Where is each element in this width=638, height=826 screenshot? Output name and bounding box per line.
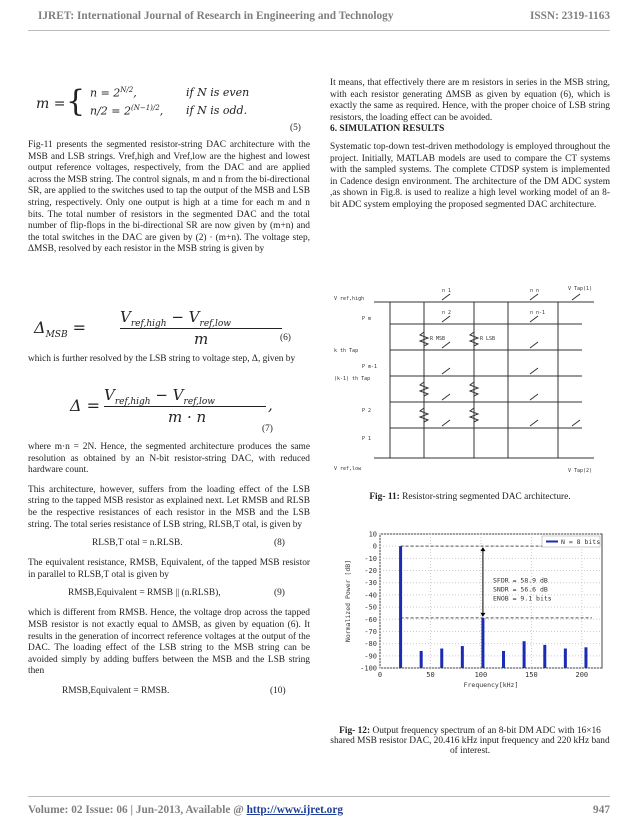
fig11-caption-text: Resistor-string segmented DAC architecture. <box>399 492 571 502</box>
eq5-line2-cond: if N is odd. <box>186 104 248 117</box>
spectrum-bar <box>399 546 402 668</box>
label-kth-tap: k th Tap <box>334 348 359 354</box>
spectrum-bar <box>481 618 484 668</box>
spectrum-bar <box>584 647 587 668</box>
fig12-caption-text: Output frequency spectrum of an 8-bit DM ADC with 16×16 shared MSB resistor DAC, 20.416 kHz input frequency and 220 kHz band of interest. <box>330 726 610 756</box>
right-column-text <box>330 78 610 212</box>
fig11-caption-label: Fig- 11: <box>369 492 400 502</box>
journal-title: IJRET: International Journal of Research in Engineering and Technology <box>38 10 394 22</box>
label-p2: P 2 <box>362 408 372 414</box>
eq6-numer-sub1: ref,high <box>130 319 167 329</box>
legend-label: N = 8 bits <box>561 538 601 546</box>
page-footer <box>28 804 610 816</box>
eq7-numer-v1: V <box>104 386 115 404</box>
section-heading: 6. SIMULATION RESULTS <box>330 124 445 135</box>
y-tick-label: -10 <box>364 554 377 563</box>
paragraph: This architecture, however, suffers from the loading effect of the LSB string to the tapped MSB resistor as explained next. Let RMSB and RLSB be the respective resistances of each resistor in the MSB and the LSB string. The total series resistance of LSB string, RLSB,T otal, is given by <box>28 484 310 530</box>
figure-11-caption <box>330 492 610 502</box>
equation-5: m = { $n = 2^{N/2}$, if N is even $n/2 = 2^{(N-1)/2}$, if N is odd. <box>36 84 250 119</box>
eq5-line1-cond: if N is even <box>186 86 250 99</box>
x-tick-label: 50 <box>426 671 435 679</box>
eq5-brace: { <box>66 84 86 119</box>
eq5-line1-exp: N/2 <box>120 86 134 94</box>
eq7-numer-sub1: ref,high <box>114 397 151 407</box>
figure-12-chart <box>340 526 610 692</box>
eq6-numer-sub2: ref,low <box>199 319 232 329</box>
equation-7: Δ = $V_{ref,high} - V_{ref,low}$ m · n , <box>70 386 273 426</box>
label-nn: n n <box>530 288 540 294</box>
paragraph: where m·n = 2N. Hence, the segmented architecture produces the same resolution as obtained by an N-bit resistor-string DAC, with reduced hardware count. <box>28 442 310 476</box>
y-tick-label: 10 <box>368 530 377 539</box>
footer-rule <box>28 796 610 797</box>
equation-9 <box>28 588 310 602</box>
label-nn1: n n-1 <box>530 310 546 316</box>
paragraph: which is further resolved by the LSB string to voltage step, Δ, given by <box>28 354 296 364</box>
label-rmsb: R MSB <box>430 336 446 342</box>
fig12-caption-label: Fig- 12: <box>339 726 371 736</box>
y-tick-label: -80 <box>364 640 377 649</box>
footer-volume: Volume: 02 Issue: 06 | Jun-2013, Available @ <box>28 804 247 816</box>
paragraph: which is different from RMSB. Hence, the voltage drop across the tapped MSB resistor is not exactly equal to ΔMSB, as given by equation (6). It results in the generation of incorrect reference voltages at the output of the DAC. The loading effect of the LSB string to the MSB string can be avoided simply by adding buffers between the MSB and the LSB string then <box>28 608 310 677</box>
spectrum-bar <box>420 651 423 668</box>
label-rlsb: R LSB <box>480 336 496 342</box>
eq9-number: (9) <box>274 588 285 599</box>
eq6-numer-v1: V <box>120 308 131 326</box>
annotation-text: SNDR = 56.6 dB <box>493 585 548 594</box>
paragraph: Fig-11 presents the segmented resistor-string DAC architecture with the MSB and LSB strings. Vref,high and Vref,low are the highest and lowest output reference voltages, respectively, from the DAC and are applied across the MSB string. The control signals, m and n from the bi-directional SR, are applied to the switches used to tap the output of the MSB and LSB string, respectively. Only one output is high at a time for each m and n bits. The total number of resistors in the segmented DAC and the total number of flip-flops in the bi-directional SR are now given by (m+n) and the total switches in the DAC are given by (2) · (m+n). The voltage step, ΔMSB, resolved by each resistor in the MSB string is given by <box>28 140 310 255</box>
label-p1: P 1 <box>362 436 372 442</box>
label-k1-tap: (k-1) th Tap <box>334 376 371 382</box>
paragraph: The equivalent resistance, RMSB, Equivalent, of the tapped MSB resistor in parallel to RLSB,T otal is given by <box>28 558 310 580</box>
header-rule <box>28 30 610 31</box>
x-axis-label: Frequency[kHz] <box>463 681 519 689</box>
page-header <box>28 10 610 26</box>
figure-12-caption <box>330 726 610 756</box>
figure-11-diagram <box>332 280 602 476</box>
spectrum-bar <box>523 641 526 668</box>
eq7-fraction-bar <box>104 406 266 407</box>
spectrum-bar <box>440 649 443 668</box>
y-tick-label: 0 <box>372 542 377 551</box>
issn: ISSN: 2319-1163 <box>529 10 610 22</box>
equation-6: $\Delta_{MSB}$ = $V_{ref,high} - V_{ref,low}$ m <box>34 308 274 344</box>
label-vtap2: V Tap(2) <box>568 468 593 474</box>
spectrum-bar <box>461 646 464 668</box>
label-vref-high: V ref,high <box>334 296 365 302</box>
y-tick-label: -30 <box>364 579 377 588</box>
eq5-line1-lhs: n = 2 <box>90 86 121 100</box>
x-tick-label: 0 <box>377 671 383 679</box>
y-tick-label: -60 <box>364 615 377 624</box>
equation-10 <box>28 686 310 700</box>
label-vref-low: V ref,low <box>334 466 362 472</box>
left-column-upper <box>28 140 310 256</box>
eq6-number: (6) <box>280 333 291 343</box>
y-tick-label: -100 <box>360 664 377 673</box>
footer-link[interactable]: http://www.ijret.org <box>246 804 343 816</box>
spectrum-bar <box>502 651 505 668</box>
spectrum-bar <box>543 645 546 668</box>
annotation-text: ENOB = 9.1 bits <box>493 594 552 603</box>
plot-frame <box>380 534 602 668</box>
eq6-numer-v2: − V <box>166 308 200 326</box>
annotation-text: SFDR = 58.9 dB <box>493 576 548 585</box>
left-column-lower <box>28 442 310 700</box>
eq9-text: RMSB,Equivalent = RMSB || (n.RLSB), <box>68 588 221 599</box>
eq6-fraction-bar <box>120 328 282 329</box>
label-pm: P m <box>362 316 372 322</box>
equation-8 <box>28 538 310 552</box>
x-tick-label: 150 <box>525 671 538 679</box>
x-tick-label: 100 <box>474 671 488 679</box>
label-n1: n 1 <box>442 288 452 294</box>
eq5-line2-exp: (N−1)/2 <box>131 104 160 112</box>
eq5-line2-lhs: n/2 = 2 <box>90 104 131 118</box>
y-tick-label: -40 <box>364 591 377 600</box>
eq8-text: RLSB,T otal = n.RLSB. <box>92 538 183 549</box>
eq6-delta: Δ <box>34 318 46 337</box>
y-tick-label: -70 <box>364 627 377 636</box>
eq7-denom: m · n <box>168 408 207 426</box>
eq8-number: (8) <box>274 538 285 549</box>
page-number: 947 <box>593 804 610 816</box>
eq7-numer-v2: − V <box>150 386 184 404</box>
eq5-m: m = <box>36 96 66 112</box>
eq7-number: (7) <box>262 424 273 434</box>
y-axis-label: Normalized Power [dB] <box>344 559 352 643</box>
label-vtap1: V Tap(1) <box>568 286 593 292</box>
eq7-lhs: Δ = <box>70 396 101 415</box>
spectrum-bar <box>564 649 567 668</box>
eq10-text: RMSB,Equivalent = RMSB. <box>62 685 170 696</box>
y-tick-label: -20 <box>364 567 377 576</box>
label-pm1: P m-1 <box>362 364 378 370</box>
eq5-number: (5) <box>290 123 301 133</box>
label-n2: n 2 <box>442 310 452 316</box>
y-tick-label: -50 <box>364 603 377 612</box>
paragraph: It means, that effectively there are m resistors in series in the MSB string, with each resistor generating ΔMSB as given by equation (6), which is exactly the same as required. Hence, with the proper choice of LSB string resistors, the loading effect can be avoided. <box>330 78 610 123</box>
paragraph: Systematic top-down test-driven methodology is employed throughout the project. Initially, MATLAB models are used to compare the CT systems with the sampled systems. The complete CTDSP system is implemented in Cadence design environment. The architecture of the DM ADC system ,as shown in Fig.8. is used to realize a high level working model of an 8-bit ADC system employing the proposed segmented DAC architecture. <box>330 141 610 210</box>
eq7-numer-sub2: ref,low <box>183 397 216 407</box>
eq10-number: (10) <box>270 685 286 696</box>
eq6-denom: m <box>194 330 209 348</box>
x-tick-label: 200 <box>575 671 589 679</box>
y-tick-label: -90 <box>364 652 377 661</box>
eq6-sub: MSB <box>45 330 68 341</box>
left-column-p2 <box>28 354 310 366</box>
